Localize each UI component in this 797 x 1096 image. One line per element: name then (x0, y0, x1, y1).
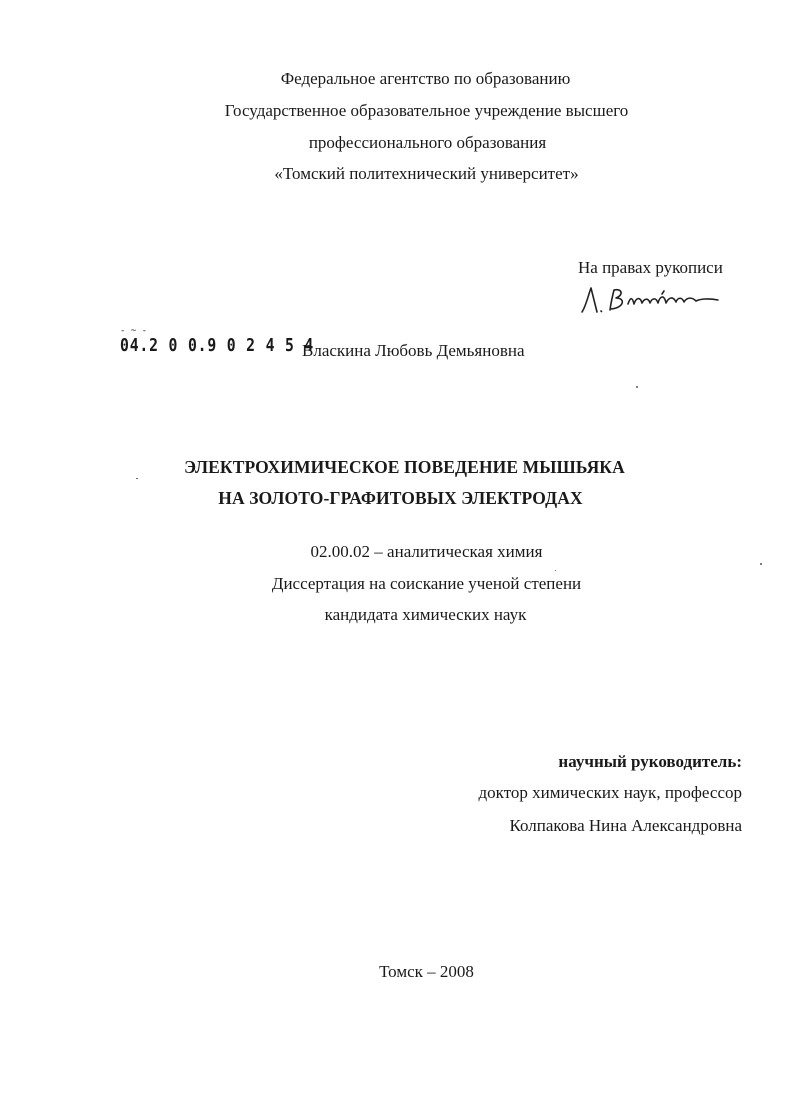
degree-name: кандидата химических наук (324, 605, 527, 624)
institution-type-cont: профессионального образования (308, 133, 547, 152)
degree-statement: Диссертация на соискание ученой степени (271, 574, 582, 593)
specialty-code: 02.00.02 – аналитическая химия (310, 542, 543, 561)
author-name: Власкина Любовь Демьяновна (302, 341, 525, 360)
city-year: Томск – 2008 (379, 962, 474, 981)
stamp-marks: - ~ - (120, 326, 148, 336)
supervisor-degree: доктор химических наук, профессор (478, 783, 742, 802)
scan-speck (760, 563, 762, 565)
scan-speck (136, 478, 138, 479)
agency-name: Федеральное агентство по образованию (280, 69, 571, 88)
supervisor-name: Колпакова Нина Александровна (509, 816, 742, 835)
supervisor-label: научный руководитель: (558, 752, 742, 771)
university-name: «Томский политехнический университет» (274, 164, 579, 183)
thesis-title-line1: ЭЛЕКТРОХИМИЧЕСКОЕ ПОВЕДЕНИЕ МЫШЬЯКА (184, 457, 625, 477)
library-stamp-number: 04.2 0 0.9 0 2 4 5 4 (120, 335, 315, 356)
institution-type: Государственное образовательное учреждение высшего (224, 101, 629, 120)
scan-speck (555, 570, 556, 571)
scan-speck (636, 386, 638, 388)
thesis-title-line2: НА ЗОЛОТО-ГРАФИТОВЫХ ЭЛЕКТРОДАХ (218, 488, 583, 508)
author-signature (578, 282, 728, 316)
manuscript-rights-note: На правах рукописи (578, 258, 723, 277)
